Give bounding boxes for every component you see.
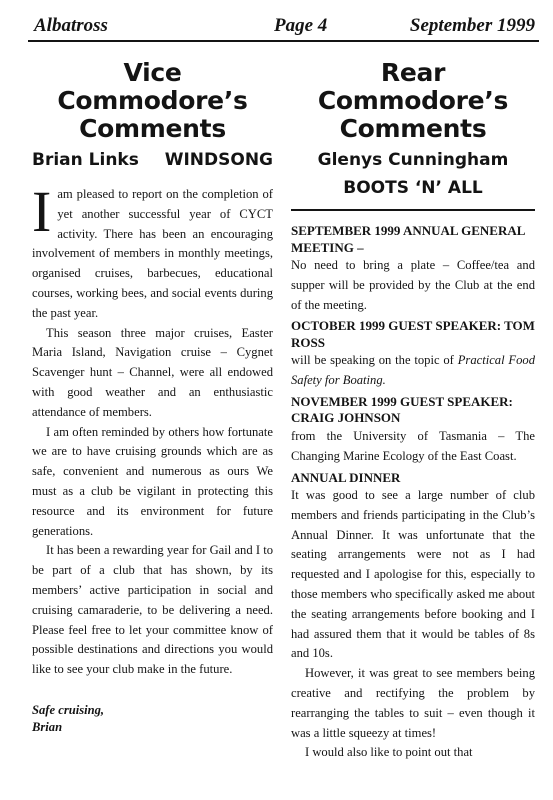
article-paragraph: I would also like to point out that	[305, 745, 473, 760]
page-number: Page 4	[274, 15, 328, 36]
section-body: It was good to see a large number of club members and friends participating in the Club’s Annual Dinner. It was unfortunate that the seating arrangements were not as I had requested and I apologise for this, especially to those members who specifically asked me about the seating arrangements before booking and I had assured them that it would be tables of 8s and 10s.	[291, 488, 535, 661]
article-paragraph: However, it was great to see members being creative and rectifying the problem by rearranging the tables to suit – even though it was a little squeezy at times!	[291, 666, 535, 740]
drop-cap: I	[32, 179, 52, 244]
publication-name: Albatross	[34, 15, 108, 36]
rear-commodore-column	[291, 59, 535, 763]
article-paragraph: It has been a rewarding year for Gail and I to be part of a club that has shown, by its members’ active participation in social and cruising camaraderie, to be delivering a need. Please feel free to let your committee know of possible destinations and directions you would like to see your club make in the future.	[32, 543, 273, 677]
boat-name: WINDSONG	[164, 150, 273, 170]
section-heading: ANNUAL DINNER	[291, 469, 401, 485]
vice-commodore-byline	[32, 149, 273, 171]
section-heading: NOVEMBER 1999 GUEST SPEAKER: CRAIG JOHNSON	[291, 393, 513, 426]
vice-commodore-title: Vice Commodore’s Comments	[57, 58, 248, 143]
signoff: Safe cruising, Brian	[32, 702, 105, 734]
talk-topic: Practical Food Safety for Boating.	[291, 353, 535, 388]
section-body: will be speaking on the topic of Practical Food Safety for Boating.	[291, 353, 535, 388]
issue-date: September 1999	[409, 15, 535, 36]
byline-divider	[291, 209, 535, 211]
section-heading: SEPTEMBER 1999 ANNUAL GENERAL MEETING –	[291, 223, 525, 255]
vice-commodore-column	[32, 59, 273, 736]
author-name: Brian Links	[32, 150, 139, 170]
author-name: Glenys Cunningham	[317, 150, 509, 170]
section-body: from the University of Tasmania – The Changing Marine Ecology of the East Coast.	[291, 428, 535, 463]
article-paragraph: This season three major cruises, Easter Maria Island, Navigation cruise – Cygnet Scavenger hunt – Channel, were all endowed with good weather and an enthusiastic attendance of members.	[32, 325, 273, 419]
section-body: No need to bring a plate – Coffee/tea and supper will be provided by the Club at the end of the meeting.	[291, 258, 535, 312]
header-divider	[28, 40, 539, 42]
section-heading: OCTOBER 1999 GUEST SPEAKER: TOM ROSS	[291, 318, 535, 350]
article-paragraph: I am often reminded by others how fortunate we are to have cruising grounds which are as safe, convenient and numerous as ours We must as a club be vigilant in protecting this resource and its environment for future generations.	[32, 424, 273, 538]
rear-commodore-title: Rear Commodore’s Comments	[317, 58, 509, 143]
page-header	[28, 6, 539, 36]
article-paragraph: Iam pleased to report on the completion of yet another successful year of CYCT activity. There has been an encouraging involvement of members in monthly meetings, organised cruises, barbecues, educational courses, working bees, and social events during the past year.	[32, 179, 273, 320]
boat-name: BOOTS ‘N’ ALL	[343, 178, 483, 198]
